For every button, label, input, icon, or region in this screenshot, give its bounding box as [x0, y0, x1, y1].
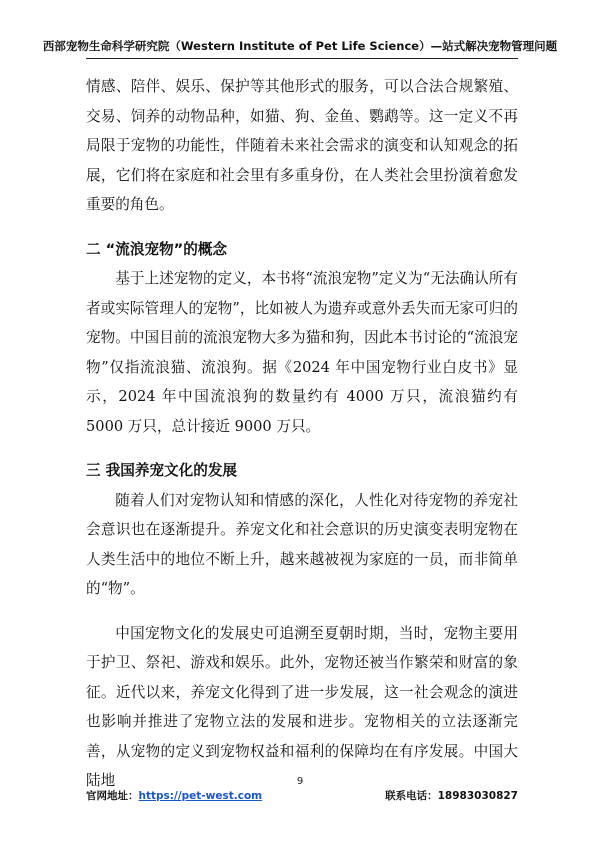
page-header: 西部宠物生命科学研究院（Western Institute of Pet Life Science）—站式解决宠物管理问题 [42, 39, 558, 53]
phone-label: 联系电话： [385, 790, 438, 802]
spacer [86, 441, 518, 456]
paragraph-2: 基于上述宠物的定义，本书将“流浪宠物”定义为“无法确认所有者或实际管理人的宠物”，比如被人为遗弃或意外丢失而无家可归的宠物。中国目前的流浪宠物大多为猫和狗，因此本书讨论的“流浪宠物”仅指流浪猫、流浪狗。据《2024 年中国宠物行业白皮书》显示，2024 年中国流浪狗的数量约有 4000 万只，流浪猫约有 5000 万只，总计接近 9000 万只。 [86, 270, 518, 435]
spacer [86, 604, 518, 619]
website-label: 官网地址： [86, 790, 139, 802]
spacer [86, 220, 518, 235]
website-link[interactable]: https://pet-west.com [138, 790, 263, 802]
page-number: 9 [296, 776, 304, 787]
website-info [86, 788, 262, 803]
paragraph-4: 中国宠物文化的发展史可追溯至夏朝时期，当时，宠物主要用于护卫、祭祀、游戏和娱乐。此外，宠物还被当作繁荣和财富的象征。近代以来，养宠文化得到了进一步发展，这一社会观念的演进也影响并推进了宠物立法的发展和进步。宠物相关的立法逐渐完善，从宠物的定义到宠物权益和福利的保障均在有序发展。中国大陆地 [86, 624, 518, 789]
page-footer [86, 788, 518, 803]
section-heading-2: 二 “流浪宠物”的概念 [86, 240, 228, 258]
section-heading-3: 三 我国养宠文化的发展 [86, 462, 238, 479]
phone-number: 18983030827 [437, 790, 518, 802]
paragraph-3: 随着人们对宠物认知和情感的深化，人性化对待宠物的养宠社会意识也在逐渐提升。养宠文化和社会意识的历史演变表明宠物在人类生活中的地位不断上升，越来越被视为家庭的一员，而非简单的“物”。 [86, 491, 518, 597]
page-body [86, 72, 518, 796]
paragraph-1: 情感、陪伴、娱乐、保护等其他形式的服务，可以合法合规繁殖、交易、饲养的动物品种，如猫、狗、金鱼、鹦鹉等。这一定义不再局限于宠物的功能性，伴随着未来社会需求的演变和认知观念的拓展，它们将在家庭和社会里有多重身份，在人类社会里扮演着愈发重要的角色。 [86, 78, 518, 213]
header-rule [86, 58, 518, 59]
phone-info [385, 788, 518, 803]
